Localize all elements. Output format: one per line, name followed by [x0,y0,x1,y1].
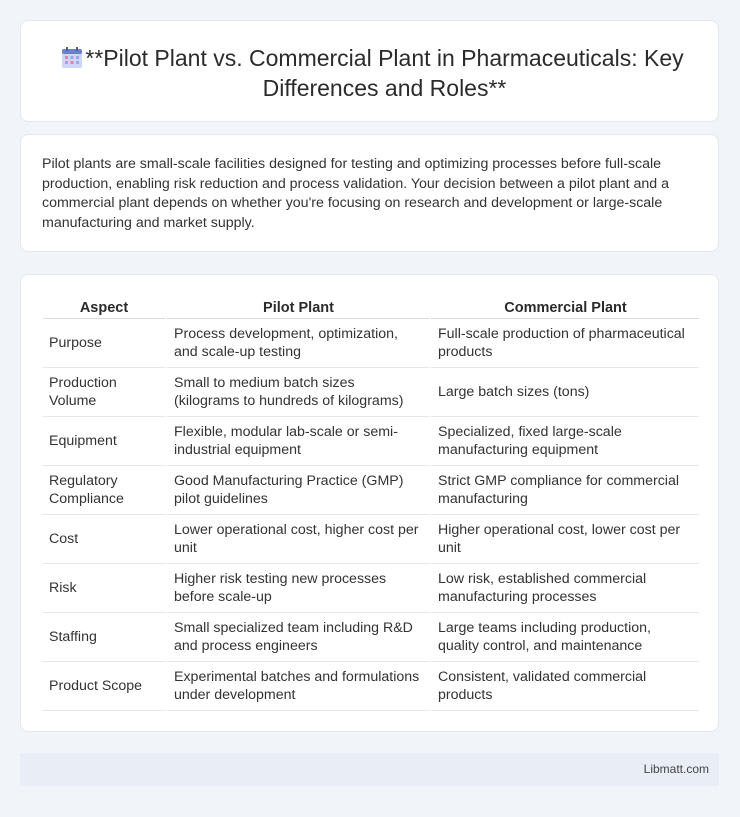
table-row [43,319,699,368]
row-aspect: Product Scope [43,662,165,711]
row-commercial: Consistent, validated commercial products [429,662,699,711]
row-aspect: Purpose [43,319,165,368]
row-pilot: Flexible, modular lab-scale or semi-industrial equipment [165,417,429,466]
row-commercial: Large teams including production, quality control, and maintenance [429,613,699,662]
row-pilot: Higher risk testing new processes before scale-up [165,564,429,613]
comparison-table [43,297,699,711]
page-title: **Pilot Plant vs. Commercial Plant in Pharmaceuticals: Key Differences and Roles** [85,45,684,101]
row-aspect: Cost [43,515,165,564]
row-pilot: Good Manufacturing Practice (GMP) pilot guidelines [165,466,429,515]
row-pilot: Process development, optimization, and scale-up testing [165,319,429,368]
row-commercial: Low risk, established commercial manufacturing processes [429,564,699,613]
row-pilot: Lower operational cost, higher cost per unit [165,515,429,564]
row-aspect: Risk [43,564,165,613]
row-aspect: Production Volume [43,368,165,417]
table-row [43,662,699,711]
table-row [43,466,699,515]
row-aspect: Regulatory Compliance [43,466,165,515]
row-pilot: Small specialized team including R&D and process engineers [165,613,429,662]
title-wrap [21,43,718,103]
row-aspect: Staffing [43,613,165,662]
title-card [20,20,719,122]
header-commercial-plant: Commercial Plant [429,297,699,319]
row-commercial: Full-scale production of pharmaceutical products [429,319,699,368]
footer-bar [20,753,719,786]
row-aspect: Equipment [43,417,165,466]
comparison-card [20,274,719,732]
row-commercial: Specialized, fixed large-scale manufacturing equipment [429,417,699,466]
row-commercial: Higher operational cost, lower cost per unit [429,515,699,564]
footer-site-link[interactable]: Libmatt.com [643,762,709,776]
row-commercial: Strict GMP compliance for commercial manufacturing [429,466,699,515]
table-row [43,613,699,662]
header-pilot-plant: Pilot Plant [165,297,429,319]
row-commercial: Large batch sizes (tons) [429,368,699,417]
table-row [43,417,699,466]
table-row [43,368,699,417]
table-row [43,515,699,564]
row-pilot: Small to medium batch sizes (kilograms to hundreds of kilograms) [165,368,429,417]
intro-paragraph: Pilot plants are small-scale facilities designed for testing and optimizing processes before full-scale production, enabling risk reduction and process validation. Your decision between a pilot plant and a commercial plant depends on whether you're focusing on research and development or large-scale manufacturing and market supply. [42,156,670,231]
intro-card [20,134,719,252]
row-pilot: Experimental batches and formulations under development [165,662,429,711]
header-aspect: Aspect [43,297,165,319]
table-header-row [43,297,699,319]
calendar-icon [61,47,83,69]
table-row [43,564,699,613]
